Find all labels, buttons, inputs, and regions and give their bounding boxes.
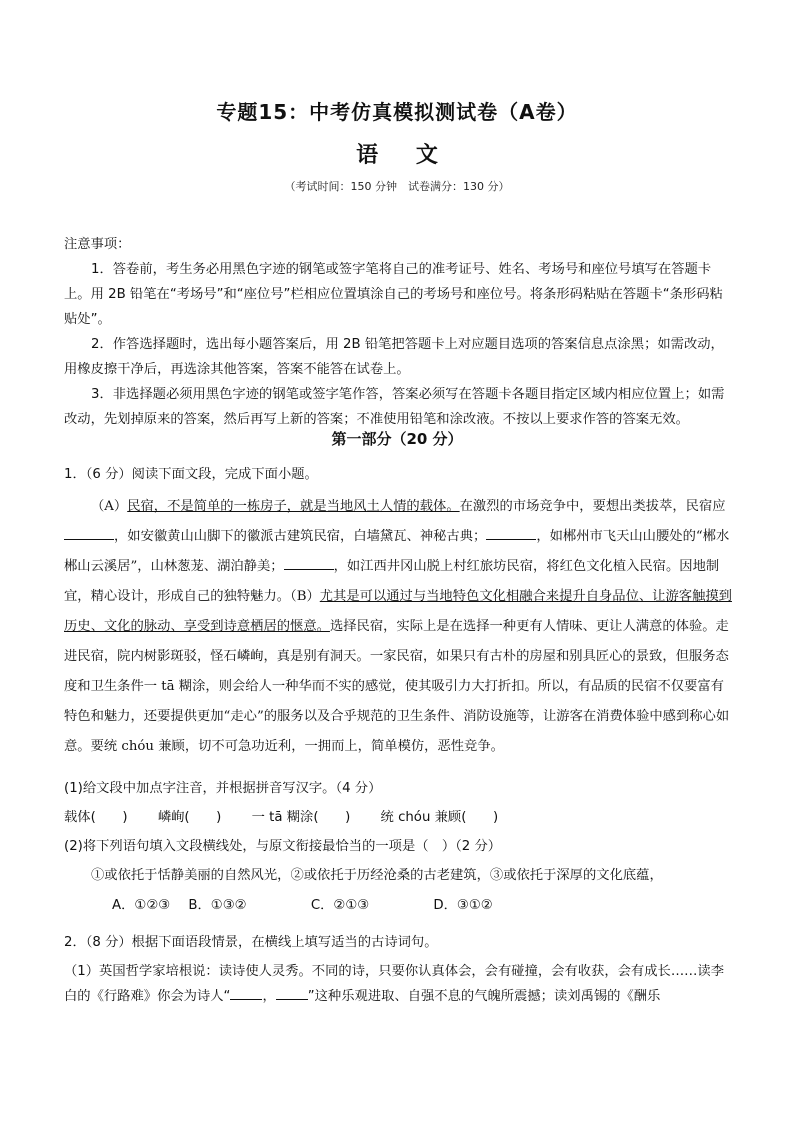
passage-text-5: 选择民宿，实际上是在选择一种更有人情味、更让人满意的体验。走进民宿，院内树影斑驳，怪石嶙峋，真是别有洞天。一家民宿，如果只有古朴的房屋和别具匠心的景致，但服务态度和卫生条件一 tā 糊涂，则会给人一种华而不实的感觉，使其吸引力大打折扣。所以，有品质的民宿不仅要富有特色和魅力，还要提供更加“走心”的服务以及合乎规范的卫生条件、消防设施等，让游客在消费体验中感到称心如意。要统 chóu 兼顾，切不可急功近利，一拥而上，简单模仿，恶性竞争。 xyxy=(64,619,730,754)
sub1-item[interactable]: 统 chóu 兼顾( ) xyxy=(380,810,499,825)
blank-2[interactable] xyxy=(486,525,536,540)
q2-blank-1[interactable] xyxy=(230,985,262,1000)
question-2 xyxy=(64,930,734,1009)
note-3: 3．非选择题必须用黑色字迹的钢笔或签字笔作答，答案必须写在答题卡各题目指定区域内相应位置上；如需改动，先划掉原来的答案，然后再写上新的答案；不准使用铅笔和涂改液。不按以上要求作答的答案无效。 xyxy=(64,387,725,427)
q1-sub2-sentences: ①或依托于恬静美丽的自然风光，②或依托于历经沧桑的古老建筑，③或依托于深厚的文化底蕴， xyxy=(91,868,663,883)
page-title: 专题15：中考仿真模拟测试卷（A卷） xyxy=(216,100,578,124)
q1-subquestions xyxy=(64,776,734,918)
q2-text-c: ”这种乐观进取、自强不息的气魄所震撼；读刘禹锡的《酬乐 xyxy=(307,989,661,1004)
section-title: 第一部分（20 分） xyxy=(331,430,463,448)
question-1 xyxy=(64,462,734,487)
option-b[interactable]: B．①③② xyxy=(188,898,247,913)
notes-heading: 注意事项： xyxy=(64,237,131,252)
passage-text-2: ，如安徽黄山山脚下的徽派古建筑民宿，白墙黛瓦、神秘古典； xyxy=(114,529,487,544)
blank-3[interactable] xyxy=(284,555,334,570)
q1-sub1-items xyxy=(64,805,734,830)
option-c[interactable]: C．②①③ xyxy=(310,898,370,913)
sub1-item[interactable]: 一 tā 糊涂( ) xyxy=(251,810,351,825)
passage-text-4: ，如江西井冈山脱上村红旅坊民宿，将红色文化植入民宿。因地制宜，精心设计，形成自己的独特魅力。 xyxy=(64,559,720,604)
q2-part-1 xyxy=(64,959,734,1009)
passage-text-3: ，如郴州市飞天山山腰处的“郴水郴山云溪居”，山林葱茏、湖泊静美； xyxy=(64,529,730,574)
note-1: 1．答卷前，考生务必用黑色字迹的钢笔或签字笔将自己的准考证号、姓名、考场号和座位号填写在答题卡上。用 2B 铅笔在“考场号”和“座位号”栏相应位置填涂自己的考场号和座位号。将条形码粘贴在答题卡“条形码粘贴处”。 xyxy=(64,262,723,327)
q2-blank-2[interactable] xyxy=(276,985,308,1000)
q2-stem: 2．（8 分）根据下面语段情景，在横线上填写适当的古诗词句。 xyxy=(64,935,438,950)
subject-title: 语 文 xyxy=(356,143,438,168)
exam-meta: （考试时间：150 分钟 试卷满分：130 分） xyxy=(284,180,510,193)
q1-sub1: (1)给文段中加点字注音，并根据拼音写汉字。（4 分） xyxy=(64,781,382,796)
q2-text-a: （1）英国哲学家培根说：读诗使人灵秀。不同的诗，只要你认真体会，会有碰撞，会有收获，会有成长……读李白的《行路难》你会为诗人“ xyxy=(64,964,725,1004)
passage-label-a: （A） xyxy=(91,499,128,514)
q1-stem: 1．（6 分）阅读下面文段，完成下面小题。 xyxy=(64,467,318,482)
sub1-item[interactable]: 载体( ) xyxy=(64,810,128,825)
passage-underlined-a: 民宿，不是简单的一栋房子，就是当地风土人情的载体。 xyxy=(127,499,460,514)
passage-text-1: 在激烈的市场竞争中，要想出类拔萃，民宿应 xyxy=(459,499,726,514)
passage-underlined-b: 尤其是可以通过与当地特色文化相融合来提升自身品位、让游客触摸到历史、文化的脉动、享受到诗意栖居的惬意。 xyxy=(64,589,732,634)
note-2: 2．作答选择题时，选出每小题答案后，用 2B 铅笔把答题卡上对应题目选项的答案信息点涂黑；如需改动，用橡皮擦干净后，再选涂其他答案，答案不能答在试卷上。 xyxy=(64,337,724,377)
sub1-item[interactable]: 嶙峋( ) xyxy=(157,810,222,825)
notes-block xyxy=(64,232,734,432)
blank-1[interactable] xyxy=(64,525,114,540)
q1-options xyxy=(64,893,734,918)
passage-label-b: （B） xyxy=(290,589,320,604)
q1-sub2: (2)将下列语句填入文段横线处，与原文衔接最恰当的一项是（ ）（2 分） xyxy=(64,839,502,854)
q1-passage xyxy=(64,492,734,762)
q2-text-b: ， xyxy=(262,989,276,1004)
option-a[interactable]: A．①②③ xyxy=(112,898,171,913)
option-d[interactable]: D．③①② xyxy=(433,898,493,913)
